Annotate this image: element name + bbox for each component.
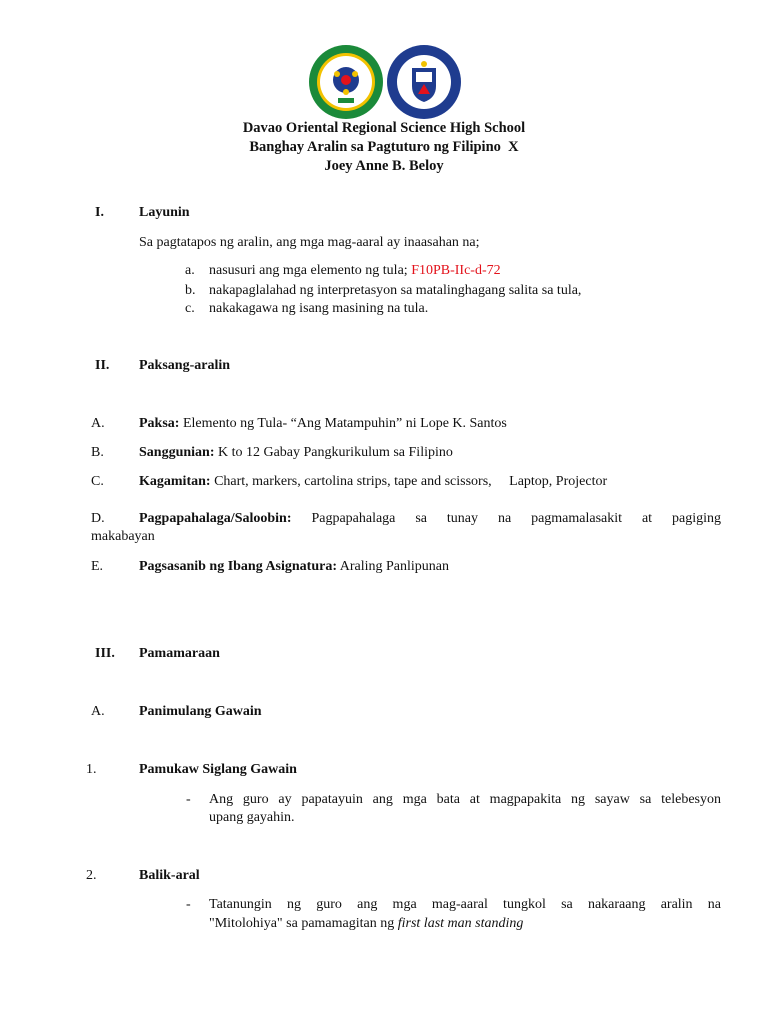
step-title: Balik-aral — [139, 868, 200, 883]
list-marker: a. — [185, 263, 195, 278]
step-description-continued: upang gayahin. — [209, 810, 295, 825]
section-title: Layunin — [139, 205, 190, 220]
list-marker: B. — [91, 445, 104, 460]
step-text-italic: first last man standing — [397, 916, 524, 931]
step-description-continued — [209, 915, 523, 933]
deped-seal-logo — [386, 44, 462, 120]
field-value: Elemento ng Tula- “Ang Matampuhin” ni Lope K. Santos — [182, 416, 507, 431]
field-value: Araling Panlipunan — [339, 559, 450, 574]
list-marker: b. — [185, 283, 196, 298]
list-item — [139, 509, 721, 528]
field-value: Chart, markers, cartolina strips, tape and scissors, Laptop, Projector — [214, 474, 608, 489]
section-number: III. — [95, 646, 115, 661]
step-description: Ang guro ay papatayuin ang mga bata at magpapakita ng sayaw sa telebesyon — [209, 792, 721, 807]
list-marker: c. — [185, 301, 195, 316]
bullet-dash: - — [186, 897, 191, 912]
list-item-text: nasusuri ang mga elemento ng tula; — [209, 263, 408, 278]
field-label: Pagsasanib ng Ibang Asignatura: — [139, 559, 338, 574]
list-marker: D. — [91, 511, 105, 526]
list-marker: C. — [91, 474, 104, 489]
field-label: Kagamitan: — [139, 474, 211, 489]
field-value: Pagpapahalaga sa tunay na pagmamalasakit at pagiging — [311, 511, 721, 526]
list-marker: 1. — [86, 762, 97, 777]
list-item — [139, 415, 507, 433]
step-text: "Mitolohiya" sa pamamagitan ng — [209, 916, 395, 931]
bullet-dash: - — [186, 792, 191, 807]
document-header — [0, 119, 768, 176]
section-title: Pamamaraan — [139, 646, 220, 661]
list-item — [139, 558, 449, 576]
list-item — [139, 444, 453, 462]
subsection-title: Panimulang Gawain — [139, 704, 262, 719]
field-label: Pagpapahalaga/Saloobin: — [139, 511, 292, 526]
step-description: Tatanungin ng guro ang mga mag-aaral tungkol sa nakaraang aralin na — [209, 897, 721, 912]
logo-bar — [0, 44, 768, 120]
list-item-text: nakapaglalahad ng interpretasyon sa matalinghagang salita sa tula, — [209, 283, 582, 298]
list-item-text: nakakagawa ng isang masining na tula. — [209, 301, 429, 316]
competency-code: F10PB-IIc-d-72 — [411, 263, 501, 278]
field-label: Sanggunian: — [139, 445, 215, 460]
section-title: Paksang-aralin — [139, 358, 231, 373]
list-marker: A. — [91, 416, 105, 431]
list-marker: E. — [91, 559, 104, 574]
section-number: I. — [95, 205, 104, 220]
school-name: Davao Oriental Regional Science High School — [242, 120, 526, 136]
step-title: Pamukaw Siglang Gawain — [139, 762, 297, 777]
subject-title: Banghay Aralin sa Pagtuturo ng Filipino X — [249, 139, 519, 155]
author-name: Joey Anne B. Beloy — [324, 158, 444, 174]
list-marker: 2. — [86, 868, 97, 883]
field-label: Paksa: — [139, 416, 180, 431]
list-item — [139, 473, 607, 491]
field-value-continued: makabayan — [91, 529, 155, 544]
list-item — [209, 262, 501, 280]
section-number: II. — [95, 358, 110, 373]
school-seal-logo — [308, 44, 384, 120]
list-marker: A. — [91, 704, 105, 719]
section-intro: Sa pagtatapos ng aralin, ang mga mag-aaral ay inaasahan na; — [139, 235, 480, 250]
field-value: K to 12 Gabay Pangkurikulum sa Filipino — [217, 445, 453, 460]
